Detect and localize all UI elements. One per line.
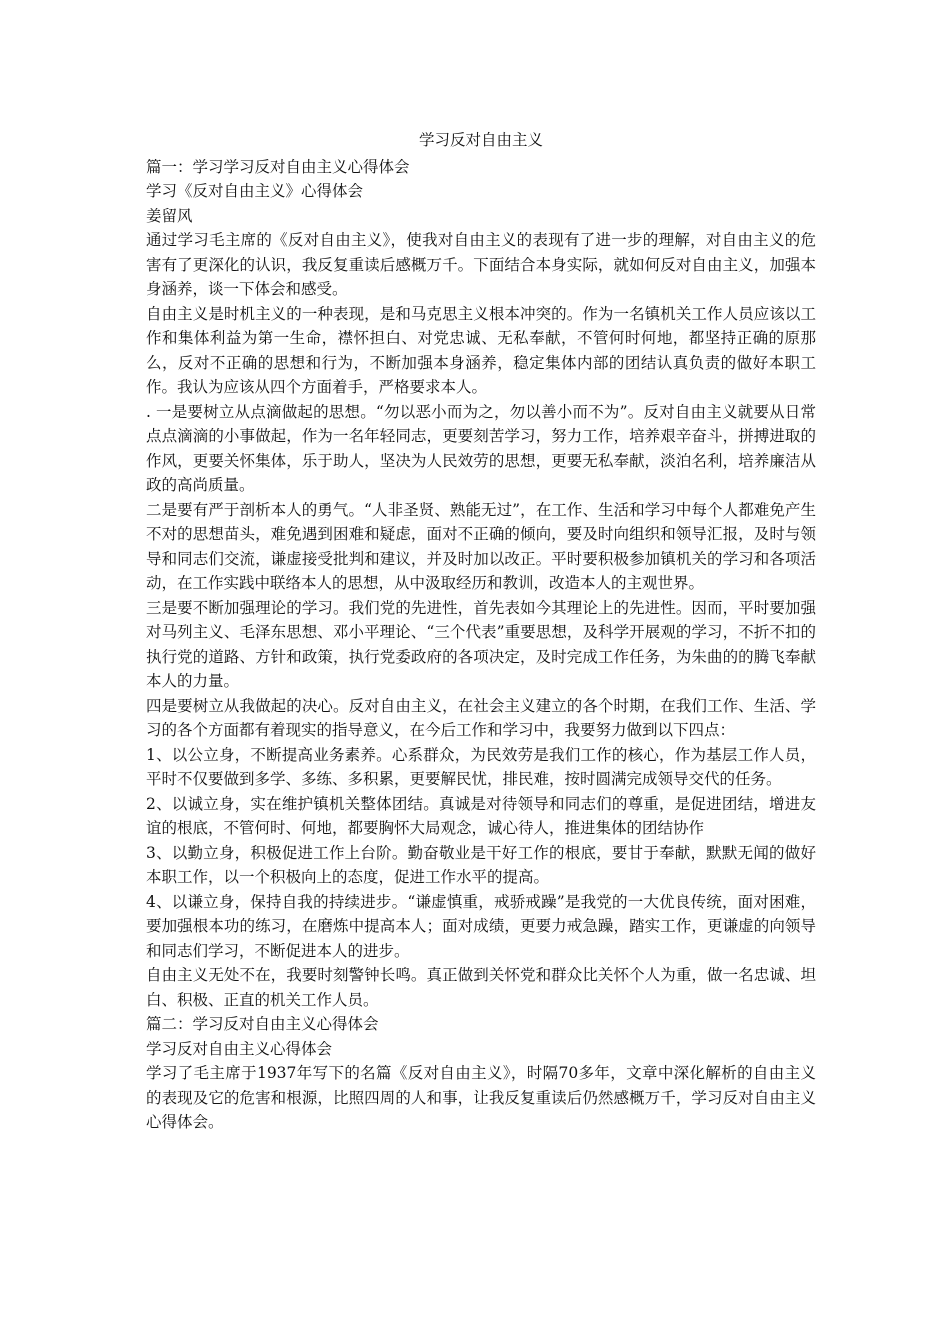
list-item: 1、以公立身，不断提高业务素养。心系群众，为民效劳是我们工作的核心，作为基层工作人员，平时不仅要做到多学、多练、多积累，更要解民忧，排民难，按时圆满完成领导交代的任务。: [146, 745, 816, 788]
paragraph: 三是要不断加强理论的学习。我们党的先进性，首先表如今其理论上的先进性。因而，平时要加强对马列主义、毛泽东思想、邓小平理论、“三个代表”重要思想，及科学开展观的学习，不折不扣的执行党的道路、方针和政策，执行党委政府的各项决定，及时完成工作任务，为朱曲的的腾飞奉献本人的力量。: [146, 598, 816, 690]
section-heading-2: 篇二：学习反对自由主义心得体会: [146, 1015, 379, 1033]
subheading: 学习《反对自由主义》心得体会: [146, 182, 364, 200]
subheading: 学习反对自由主义心得体会: [146, 1039, 333, 1058]
document-page: [146, 128, 816, 1135]
document-title: 学习反对自由主义: [418, 131, 543, 149]
author-name: 姜留风: [146, 206, 193, 225]
paragraph: . 一是要树立从点滴做起的思想。“勿以恶小而为之，勿以善小而不为”。反对自由主义就要从日常点点滴滴的小事做起，作为一名年轻同志，更要刻苦学习，努力工作，培养艰辛奋斗，拼搏进取的作风，更要关怀集体，乐于助人，坚决为人民效劳的思想，更要无私奉献，淡泊名利，培养廉洁从政的高尚质量。: [146, 402, 816, 494]
paragraph: 自由主义是时机主义的一种表现，是和马克思主义根本冲突的。作为一名镇机关工作人员应该以工作和集体利益为第一生命，襟怀担白、对党忠诚、无私奉献，不管何时何地，都坚持正确的原那么，反对不正确的思想和行为，不断加强本身涵养，稳定集体内部的团结认真负责的做好本职工作。我认为应该从四个方面着手，严格要求本人。: [146, 304, 816, 396]
paragraph: 二是要有严于剖析本人的勇气。“人非圣贤、熟能无过”，在工作、生活和学习中每个人都难免产生不对的思想苗头，难免遇到困难和疑虑，面对不正确的倾向，要及时向组织和领导汇报，及时与领导和同志们交流，谦虚接受批判和建议，并及时加以改正。平时要积极参加镇机关的学习和各项活动，在工作实践中联络本人的思想，从中汲取经历和教训，改造本人的主观世界。: [146, 500, 816, 592]
paragraph: 学习了毛主席于1937年写下的名篇《反对自由主义》，时隔70多年，文章中深化解析的自由主义的表现及它的危害和根源，比照四周的人和事，让我反复重读后仍然感概万千，学习反对自由主义心得体会。: [146, 1064, 816, 1131]
paragraph: 自由主义无处不在，我要时刻警钟长鸣。真正做到关怀党和群众比关怀个人为重，做一名忠诚、坦白、积极、正直的机关工作人员。: [146, 966, 816, 1009]
paragraph: 四是要树立从我做起的决心。反对自由主义，在社会主义建立的各个时期，在我们工作、生活、学习的各个方面都有着现实的指导意义，在今后工作和学习中，我要努力做到以下四点：: [146, 696, 816, 739]
section-heading-1: 篇一：学习学习反对自由主义心得体会: [146, 157, 410, 176]
list-item: 2、以诚立身，实在维护镇机关整体团结。真诚是对待领导和同志们的尊重，是促进团结，增进友谊的根底，不管何时、何地，都要胸怀大局观念，诚心待人，推进集体的团结协作: [146, 794, 816, 837]
paragraph: 通过学习毛主席的《反对自由主义》，使我对自由主义的表现有了进一步的理解，对自由主义的危害有了更深化的认识，我反复重读后感概万千。下面结合本身实际，就如何反对自由主义，加强本身涵养，谈一下体会和感受。: [146, 231, 816, 298]
list-item: 4、以谦立身，保持自我的持续进步。“谦虚慎重，戒骄戒躁”是我党的一大优良传统，面对困难，要加强根本功的练习，在磨炼中提高本人；面对成绩，更要力戒急躁，踏实工作，更谦虚的向领导和同志们学习，不断促进本人的进步。: [146, 892, 816, 960]
list-item: 3、以勤立身，积极促进工作上台阶。勤奋敬业是干好工作的根底，要甘于奉献，默默无闻的做好本职工作，以一个积极向上的态度，促进工作水平的提高。: [146, 843, 816, 886]
